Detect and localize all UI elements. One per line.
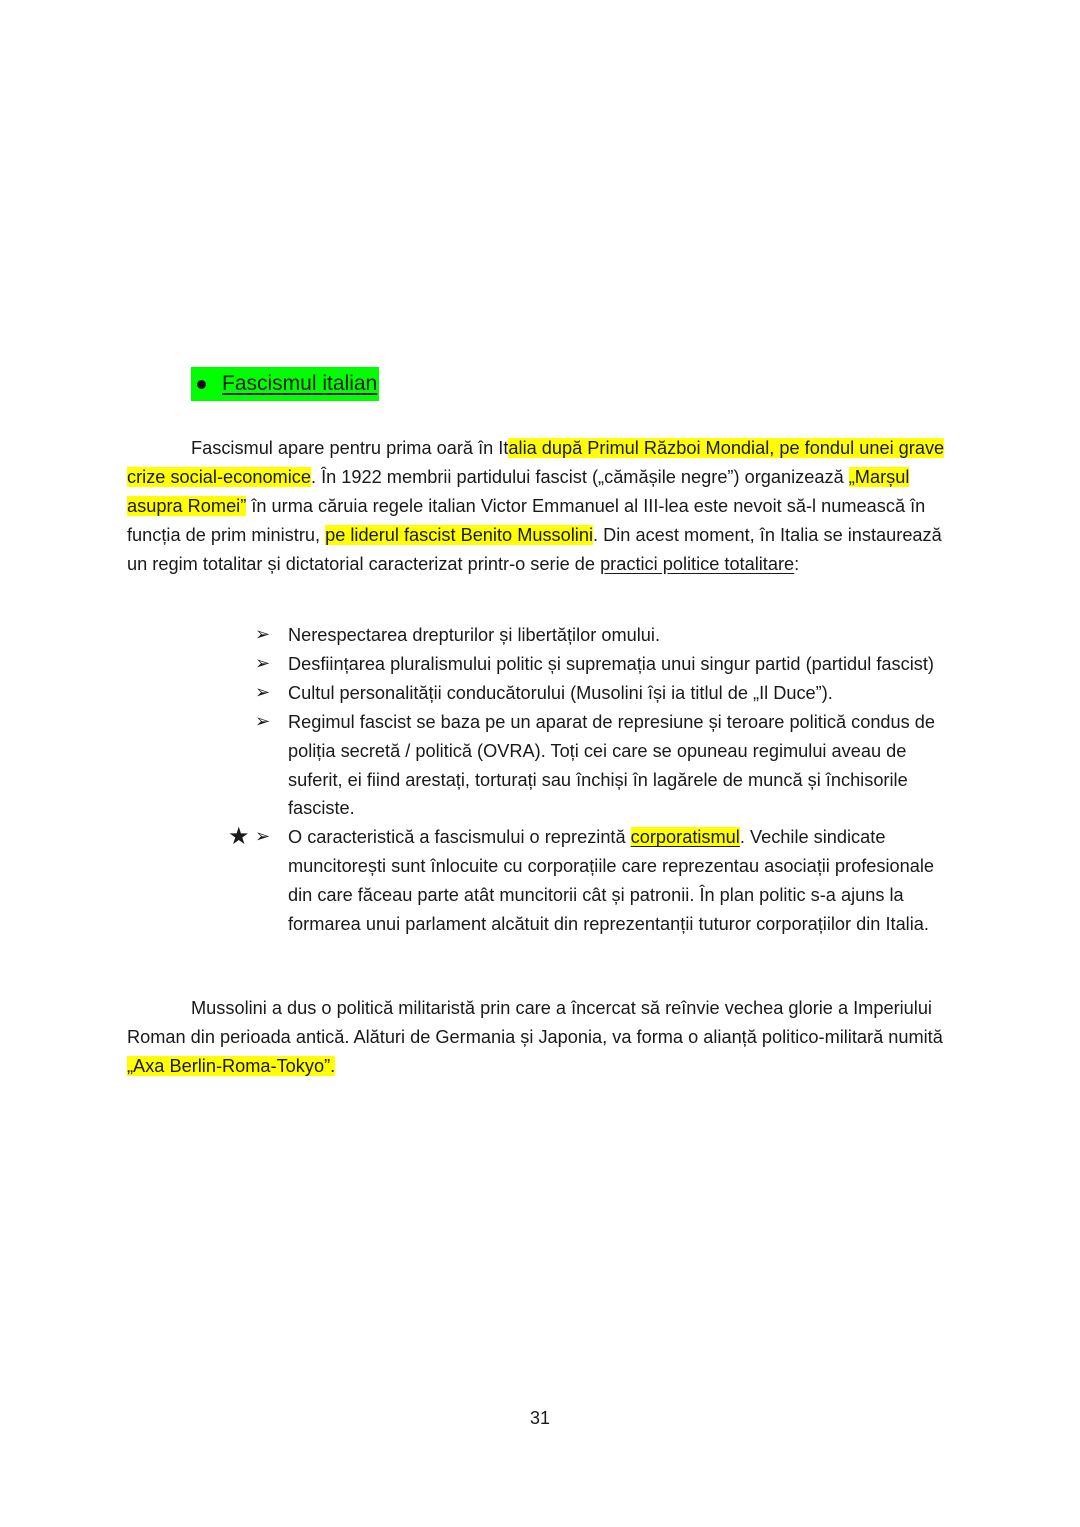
text-run: . În 1922 membrii partidului fascist („cămășile negre”) organizează xyxy=(310,466,849,487)
text-run: Mussolini a dus o politică militaristă prin care a încercat să reînvie vechea glorie a Imperiului Roman din perioada antică. Alături de Germania și Japonia, va forma o alianță politico-militară numită xyxy=(127,998,943,1047)
text-run: Fascismul apare pentru prima oară în It xyxy=(191,438,509,458)
highlighted-term: corporatismul xyxy=(630,827,740,848)
list-item-text: Nerespectarea drepturilor și libertăților omului. xyxy=(288,625,660,645)
arrow-bullet-icon: ➢ xyxy=(255,710,271,732)
arrow-bullet-icon: ➢ xyxy=(255,624,271,645)
arrow-bullet-icon: ➢ xyxy=(255,826,271,848)
highlighted-text: pe liderul fascist Benito Mussolini xyxy=(325,524,593,545)
page-number: 31 xyxy=(529,1408,551,1428)
list-item-starred xyxy=(228,822,958,939)
star-icon: ★ xyxy=(228,822,250,851)
highlighted-text: „Axa Berlin-Roma-Tokyo”. xyxy=(127,1055,336,1076)
list-item-text: Cultul personalității conducătorului (Musolini își ia titlul de „Il Duce”). xyxy=(288,682,833,703)
section-heading xyxy=(191,367,379,401)
practices-list xyxy=(228,621,958,939)
list-item xyxy=(255,679,958,708)
underlined-text: practici politice totalitare xyxy=(600,553,795,574)
intro-paragraph xyxy=(127,434,957,579)
text-run: O caracteristică a fascismului o reprezintă xyxy=(288,827,631,848)
list-item xyxy=(255,621,958,650)
list-item-text: Regimul fascist se baza pe un aparat de represiune și teroare politică condus de poliția secretă / politică (OVRA). Toți cei care se opuneau regimului aveau de suferit, ei fiind arestați, torturați sau închiși în lagărele de muncă și închisorile fasciste. xyxy=(288,711,936,819)
text-run: . Vechile sindicate muncitorești sunt înlocuite cu corporațiile care reprezentau asociații profesionale din care făceau parte atât muncitorii cât și patronii. În plan politic s-a ajuns la formarea unui parlament alcătuit din reprezentanții tuturor corporațiilor din Italia. xyxy=(288,827,934,935)
highlighted-text: alia după Primul Război Mondial, pe fondul unei grave crize social-economice xyxy=(127,438,945,487)
list-item-text: Desființarea pluralismului politic și supremația unui singur partid (partidul fascist) xyxy=(288,653,934,674)
bullet-dot-icon xyxy=(197,380,206,389)
arrow-bullet-icon: ➢ xyxy=(255,681,271,703)
arrow-bullet-icon: ➢ xyxy=(255,652,271,674)
section-title: Fascismul italian xyxy=(222,372,378,395)
list-item xyxy=(255,650,958,679)
closing-paragraph xyxy=(127,994,957,1081)
text-run: în urma căruia regele italian Victor Emmanuel al III-lea este nevoit să-l numească în funcția de prim ministru, xyxy=(127,495,926,545)
list-item xyxy=(255,708,958,824)
highlighted-text: „Marșul asupra Romei” xyxy=(127,466,910,516)
text-run: : xyxy=(794,553,800,574)
text-run: . Din acest moment, în Italia se instaurează un regim totalitar și dictatorial caracterizat printr-o serie de xyxy=(127,524,942,574)
